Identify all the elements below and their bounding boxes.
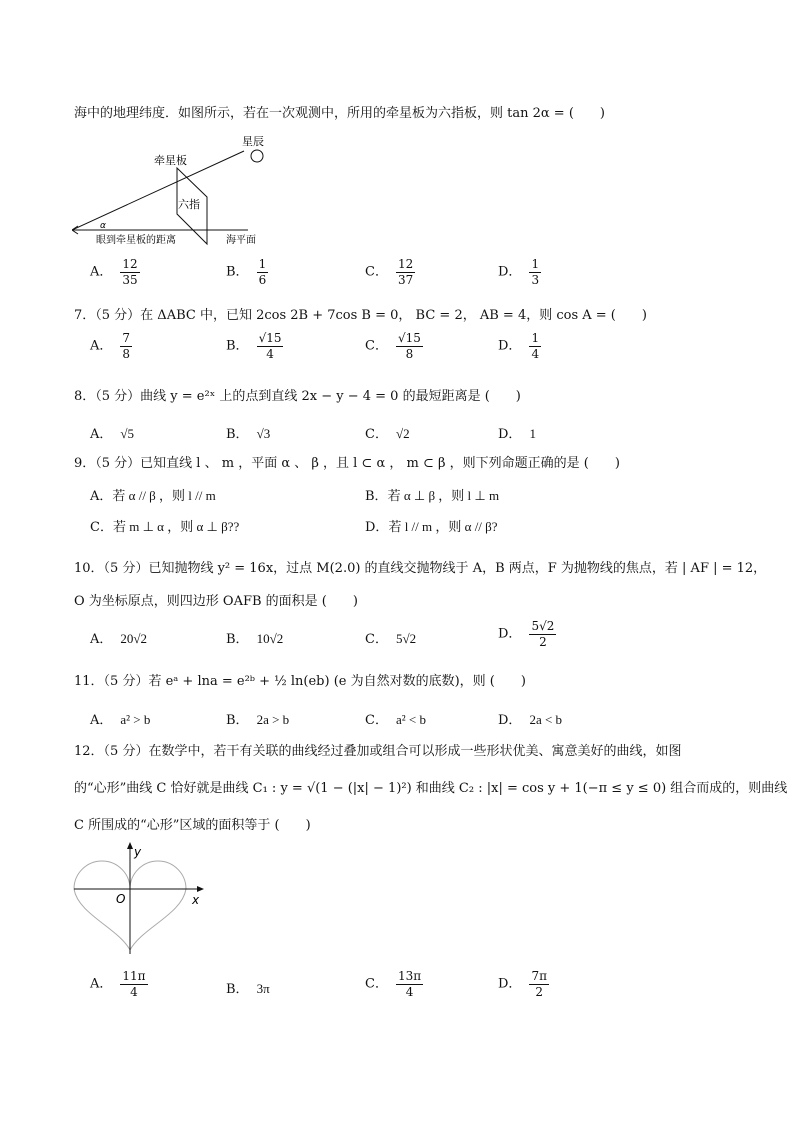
q10-option-b: B． 10√2: [226, 631, 284, 647]
q11-option-c: C． a² < b: [365, 712, 426, 728]
q7-option-b: B． $\frac{√15}{4}$: [226, 331, 282, 361]
q6-option-b: B． $\frac{1}{6}$: [226, 257, 267, 287]
q8-option-d: D． 1: [498, 426, 536, 442]
q7-option-d: D． $\frac{1}{4}$: [498, 331, 540, 361]
q12-option-a: A． $\frac{11\pi}{4}$: [90, 969, 146, 999]
q6-option-c: C． $\frac{12}{37}$: [365, 257, 414, 287]
q9-option-b: B．若 α ⊥ β ，则 l ⊥ m: [365, 488, 500, 504]
six-label: 六指: [178, 198, 200, 211]
q7-option-a: A． $\frac{7}{8}$: [90, 331, 131, 361]
heart-right-arc: [130, 861, 186, 889]
q11-option-d: D． 2a < b: [498, 712, 563, 728]
distance-label: 眼到牵星板的距离: [96, 235, 176, 246]
q7-option-c: C． $\frac{√15}{8}$: [365, 331, 421, 361]
q8-option-a: A． √5: [90, 426, 135, 442]
q9-option-c: C．若 m ⊥ α ，则 α ⊥ β??: [90, 519, 240, 535]
q12-option-d: D． $\frac{7\pi}{2}$: [498, 969, 547, 999]
q8-option-b: B． √3: [226, 426, 271, 442]
q11-option-b: B． 2a > b: [226, 712, 290, 728]
q12-stem-line3: C 所围成的“心形”区域的面积等于 ( ): [74, 818, 311, 833]
q12-stem-line1: 12．（5 分）在数学中，若干有关联的曲线经过叠加或组合可以形成一些形状优美、寓意美好的曲线，如图: [74, 744, 682, 759]
heart-figure: [72, 842, 212, 958]
q12-option-b: B． 3π: [226, 981, 270, 997]
q8-option-c: C． √2: [365, 426, 410, 442]
x-axis-label: x: [192, 893, 200, 907]
q9-stem: 9．（5 分）已知直线 l 、 m ，平面 α 、 β ，且 l ⊂ α ， m ⊂ β ，则下列命题正确的是 ( ): [74, 456, 620, 471]
alpha-label: α: [100, 221, 106, 231]
q10-option-a: A． 20√2: [90, 631, 148, 647]
star-board-figure: [72, 132, 272, 250]
heart-left-arc: [74, 861, 130, 889]
q12-stem-line2: 的“心形”曲线 C 恰好就是曲线 C₁ : y = √(1 − (|x| − 1)²) 和曲线 C₂ : |x| = cos y + 1(−π ≤ y ≤ 0) 组合而成的，则曲线: [74, 781, 788, 796]
board-label: 牵星板: [154, 154, 187, 167]
q10-option-d: D． $\frac{5√2}{2}$: [498, 619, 555, 649]
star-icon: [251, 150, 263, 162]
q7-stem: 7．（5 分）在 ΔABC 中，已知 2cos 2B + 7cos B = 0， BC = 2， AB = 4，则 cos A = ( ): [74, 308, 647, 323]
q6-option-a: A． $\frac{12}{35}$: [90, 257, 138, 287]
y-axis-label: y: [134, 845, 142, 859]
sea-label: 海平面: [226, 235, 256, 246]
q11-option-a: A． a² > b: [90, 712, 151, 728]
q11-stem: 11．（5 分）若 eᵃ + lna = e²ᵇ + ½ ln(eb) (e 为自然对数的底数)，则 ( ): [74, 674, 526, 689]
q10-option-c: C． 5√2: [365, 631, 417, 647]
q9-option-a: A．若 α // β ，则 l // m: [90, 488, 216, 504]
q6-option-d: D． $\frac{1}{3}$: [498, 257, 540, 287]
q12-option-c: C． $\frac{13\pi}{4}$: [365, 969, 422, 999]
star-label: 星辰: [242, 135, 264, 148]
q10-stem-line1: 10．（5 分）已知抛物线 y² = 16x，过点 M(2.0) 的直线交抛物线于 A，B 两点，F 为抛物线的焦点，若 | AF | = 12，: [74, 561, 767, 576]
q8-stem: 8．（5 分）曲线 y = e²ˣ 上的点到直线 2x − y − 4 = 0 的最短距离是 ( ): [74, 389, 521, 404]
intro-text: 海中的地理纬度．如图所示，若在一次观测中，所用的牵星板为六指板，则 tan 2α = ( ): [74, 106, 605, 121]
q9-option-d: D．若 l // m ，则 α // β?: [365, 519, 498, 535]
q10-stem-line2: O 为坐标原点，则四边形 OAFB 的面积是 ( ): [74, 594, 358, 609]
origin-label: O: [116, 892, 126, 906]
